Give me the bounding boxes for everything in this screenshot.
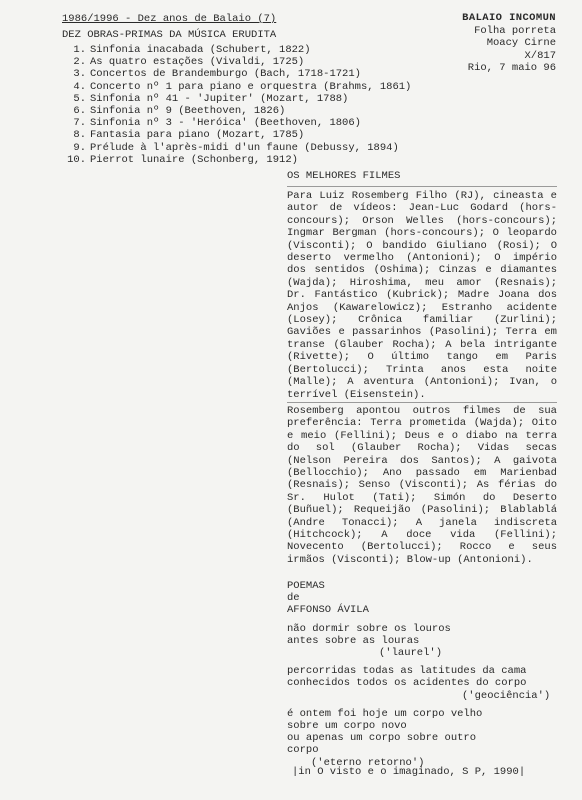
publication-name: Folha porreta <box>474 24 556 37</box>
list-item: 6. Sinfonia nº 9 (Beethoven, 1826) <box>73 105 286 118</box>
poem-title: ('eterno retorno') <box>311 756 425 769</box>
list-item: 9. Prélude à l'après-midi d'un faune (Debussy, 1894) <box>73 141 399 154</box>
masterpieces-list <box>62 44 411 166</box>
films-paragraph-1: Para Luiz Rosemberg Filho (RJ), cineasta e autor de vídeos: Jean-Luc Godard (hors-concours); Orson Welles (hors-concours); Ingmar Bergman (hors-concours); O leopardo (Visconti); O bandido Giuliano (Rosi); O deserto vermelho (Antonioni); O império dos sentidos (Oshima); Cinzas e diamantes (Wajda); Hiroshima, meu amor (Resnais); Dr. Fantástico (Kubrick); Madre Joana dos Anjos (Kawarelowicz); Estranho acidente (Losey); Crônica familiar (Zurlini); Gaviões e passarinhos (Pasolini); Terra em transe (Glauber Rocha); A bela intrigante (Rivette); O último tango em Paris (Bertolucci); Trinta anos esta noite (Malle); A aventura (Antonioni); Ivan, o terrível (Eisenstein). <box>287 190 557 401</box>
page-title: 1986/1996 - Dez anos de Balaio (7) <box>62 13 277 25</box>
list-heading: DEZ OBRAS-PRIMAS DA MÚSICA ERUDITA <box>62 29 277 41</box>
poems-source: |in O visto e o imaginado, S P, 1990| <box>292 766 526 778</box>
list-item: 2. As quatro estações (Vivaldi, 1725) <box>73 56 305 69</box>
poems-heading: POEMAS <box>287 580 325 592</box>
list-item: 3. Concertos de Brandemburgo (Bach, 1718-1721) <box>73 68 361 81</box>
films-section-title: OS MELHORES FILMES <box>287 170 401 182</box>
section-divider <box>287 186 557 187</box>
poem-title: ('laurel') <box>379 647 443 660</box>
brand-name: BALAIO INCOMUN <box>462 12 556 24</box>
list-item: 1. Sinfonia inacabada (Schubert, 1822) <box>73 44 311 56</box>
poet-name: AFFONSO ÁVILA <box>287 604 369 617</box>
issue-number: X/817 <box>524 49 556 62</box>
list-item: 5. Sinfonia nº 41 - 'Jupiter' (Mozart, 1788) <box>73 92 349 105</box>
poem-title: ('geociência') <box>462 689 551 702</box>
issue-date: Rio, 7 maio 96 <box>467 62 556 74</box>
header-left <box>62 12 276 42</box>
list-item: 8. Fantasia para piano (Mozart, 1785) <box>73 129 305 142</box>
poem-line: conhecidos todos os acidentes do corpo <box>287 677 527 690</box>
poem-line: é ontem foi hoje um corpo velho <box>287 707 483 720</box>
poem-line: percorridas todas as latitudes da cama <box>287 665 527 678</box>
poems-heading-de: de <box>287 592 300 605</box>
author-name: Moacy Cirne <box>486 37 556 49</box>
poem-line: corpo <box>287 744 319 757</box>
section-divider <box>287 402 557 403</box>
poem-line: antes sobre as louras <box>287 634 420 647</box>
poem-line: não dormir sobre os louros <box>287 622 451 635</box>
header-right <box>462 12 556 75</box>
list-item: 10. Pierrot lunaire (Schonberg, 1912) <box>67 153 298 166</box>
poems-section <box>287 580 557 769</box>
films-paragraph-2: Rosemberg apontou outros filmes de sua preferência: Terra prometida (Wajda); Oito e meio (Fellini); Deus e o diabo na terra do sol (Glauber Rocha); Vidas secas (Nelson Pereira dos Santos); A gaivota (Bellocchio); Ano passado em Marienbad (Resnais); Senso (Visconti); As férias do Sr. Hulot (Tati); Simón do Deserto (Buñuel); Requeijão (Pasolini); Blablablá (Andre Tonacci); A janela indiscreta (Hitchcock); A doce vida (Fellini); Novecento (Bertolucci); Rocco e seus irmãos (Visconti); Blow-up (Antonioni). <box>287 405 557 566</box>
poem-line: ou apenas um corpo sobre outro <box>287 732 477 745</box>
list-item: 4. Concerto nº 1 para piano e orquestra (Brahms, 1861) <box>73 80 412 93</box>
poem-line: sobre um corpo novo <box>287 720 407 733</box>
list-item: 7. Sinfonia nº 3 - 'Heróica' (Beethoven, 1806) <box>73 117 361 130</box>
